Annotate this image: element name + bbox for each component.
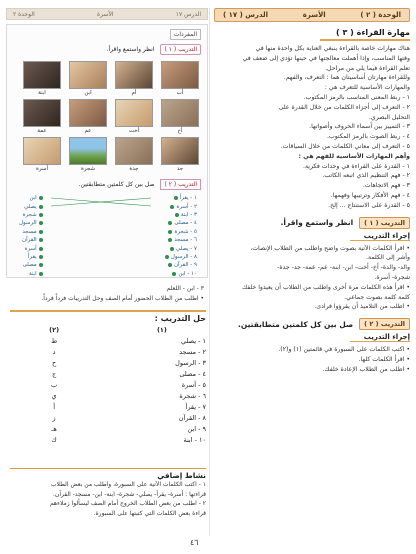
match-lines [47,194,157,280]
photo-caption: شجرة [80,166,96,172]
match-item: مسجد [19,228,43,236]
vocab-row [7,25,207,44]
right-column [214,8,410,536]
match-list-left [19,194,43,278]
step-line: • اقرأ الكلمات كلها. [358,355,410,363]
solution-item: ٨ - القرآن [178,414,206,422]
left-header-lesson: الدرس ١٧ [175,10,201,18]
photo-caption: ابن [84,90,92,96]
solution-item: ٧ - يقرأ [185,403,206,411]
extra-activity [10,468,206,518]
paragraph-line: ٣ - فهم الاتجاهات. [362,182,410,190]
solution-item: أ [53,403,55,411]
photo-item [69,99,107,134]
paragraph-line: ١ - ربط المعنى المناسب بالرمز المكتوب. [303,93,410,101]
note-line: ٣ - ابن - اللعلم [166,285,204,292]
step-line: شجرة- أسرة. [374,273,410,281]
solution-column-1 [118,325,206,446]
paragraph-line: ٣ - التمييز بين أسماء الحروف وأصواتها. [309,123,410,131]
bullet-dot-icon [174,196,178,200]
match-item: يقرأ [19,253,43,261]
bullet-dot-icon [172,272,176,276]
bullet-dot-icon [39,230,43,234]
bullet-dot-icon [39,221,43,225]
match-item: ٣ - ابنة [165,211,197,219]
person-photo [115,61,153,89]
paragraph-line: وأهم المهارات الأساسية للفهم هي : [298,152,410,160]
match-item: القرآن [19,236,43,244]
bullet-dot-icon [165,255,169,259]
photo-item [23,137,61,172]
step-line: والد- والدة- أخ- أخت- ابن- ابنة- عم- عمة- جد- جدة- [277,264,410,272]
paragraph-line: التحليل البصري. [368,113,410,121]
step-line: • اطلب من الطلاب الإعادة خلفك. [322,365,410,373]
student-book-panel [6,24,208,278]
solution-item: ٥ - أسرة [181,381,206,389]
extra-line: ١ - اكتب الكلمات الآتية على السبورة، واطلب من بعض الطلاب [50,481,206,488]
paragraph-line: والمهارات الأساسية للتعرف هي : [324,84,410,92]
family-photo [23,137,61,165]
photo-caption: أخ [177,128,183,134]
solution-item: ٦ - شجرة [179,392,206,400]
column-divider [209,8,210,536]
exercise-2-tag: التدريب ( ٢ ) [160,179,201,190]
paragraph-line: وقتها المناسب، وإذا أهملت معالجتها في حينها تؤدي إلى ضعف في [242,54,410,62]
match-item: ٥ - شجرة [165,228,197,236]
solution-box [10,310,206,446]
exercise-1-row [7,44,207,55]
exercise-1-tag: التدريب ( ١ ) [160,44,201,55]
paragraph-line: وللقراءة مهارتان أساسيتان هما : التعرف، والفهم. [283,74,410,82]
photo-item [23,99,61,134]
exercise-1-text: انظر واستمع واقرأ. [106,46,155,53]
solution-col2-head: (٢) [49,326,60,334]
photo-caption: أب [176,90,184,96]
bullet-dot-icon [39,205,43,209]
unit-header-bar [214,8,410,22]
procedure-heading: إجراء التدريب [350,232,410,241]
solution-item: ١ - يصلي [181,337,206,345]
photo-caption: عمة [37,128,47,134]
photo-caption: أخت [128,128,140,134]
match-item: الرسول [19,219,43,227]
paragraph-line: ٥ - القدرة على الاستنتاج ... إلخ. [328,201,410,209]
bullet-dot-icon [39,238,43,242]
step-line: • اقرأ الكلمات الآتية بصوت واضح واطلب من الطلاب الإنصات، [250,244,410,252]
match-item: ٦ - مسجد [165,236,197,244]
person-photo [69,99,107,127]
skill-text [214,44,410,211]
photo-item [161,99,199,134]
person-photo [23,99,61,127]
step-line: وأشر إلى الكلمة. [366,254,410,262]
paragraph-line: تعلم القراءة فيما يلي من مراحل. [325,64,410,72]
bullet-dot-icon [39,255,43,259]
note-line: • اطلب من الطلاب الحضور أمام الصف وحل التدريبات فرداً فرداً. [41,295,204,302]
person-photo [115,137,153,165]
step-line: • اطلب من التلاميذ أن يقرؤوا فرادى. [314,303,410,311]
photo-caption: عم [84,128,92,134]
photo-item [115,99,153,134]
lesson-label: الدرس ( ١٧ ) [223,11,269,19]
family-label: الأسرة [302,11,326,19]
matching-exercise [7,194,207,282]
solution-columns [10,325,206,446]
exercise-2-row [7,179,207,190]
unit-label: الوحدة ( ٢ ) [360,11,401,19]
bullet-dot-icon [39,213,43,217]
bullet-dot-icon [168,263,172,267]
exercise-2-header [214,318,410,330]
solution-item: د [52,348,56,356]
match-item: ٧ - يصلي [165,244,197,252]
tree-photo [69,137,107,165]
skill-title: مهارة القراءة ( ٣ ) [320,28,410,41]
bullet-dot-icon [168,230,172,234]
bullet-dot-icon [175,213,179,217]
bullet-dot-icon [168,221,172,225]
photo-item [161,137,199,172]
match-item: ٢ - أسرة [165,202,197,210]
bullet-dot-icon [39,196,43,200]
solution-item: ك [51,436,57,444]
bullet-dot-icon [39,263,43,267]
solution-item: ي [51,392,57,400]
photo-item [115,137,153,172]
extra-activity-title: نشاط إضافي [157,471,206,480]
solution-item: ب [51,381,58,389]
match-item: ابنة [19,270,43,278]
bullet-dot-icon [39,247,43,251]
bullet-dot-icon [170,247,174,251]
photo-caption: جد [176,166,184,172]
solution-item: ز [52,414,56,422]
left-header-unit: الوحدة ٢ [13,10,35,18]
exercise-2-title: صل بين كل كلمتين متطابقتين. [238,319,354,329]
match-item: ٨ - الرسول [165,253,197,261]
photo-item [69,61,107,96]
vocab-tag: المفردات [170,29,201,40]
step-line: • اقرأ هذه الكلمات مرة أخرى واطلب من الطلاب أن يعيدوا خلفك [242,283,410,291]
match-item: ابن [19,194,43,202]
person-photo [115,99,153,127]
photo-caption: ابنة [38,90,46,96]
paragraph-line: ١ - القدرة على القراءة في وحدات فكرية. [303,162,410,170]
paragraph-line: ٤ - فهم الأفكار وترتيبها وفهمها. [330,191,410,199]
exercise-1-badge: التدريب ( ١ ) [359,217,410,229]
match-item: أسرة [19,244,43,252]
match-list-right [165,194,197,278]
exercise-2-text: صل بين كل كلمتين متطابقتين. [78,181,155,188]
match-item: ١ - يقرأ [165,194,197,202]
extra-line: قراءة بعض الكلمات التي كتبتها على السبورة. [93,509,206,517]
solution-item: ١٠ - ابنة [183,436,206,444]
photo-item [161,61,199,96]
solution-item: ٩ - ابن [187,425,206,433]
solution-item: هـ [51,425,57,433]
left-column [6,8,208,536]
page-number: ٤٦ [190,538,199,547]
extra-line: ٢ - اطلب من بعض الطلاب الخروج أمام الصف ليسألوا زملاءهم [50,500,206,507]
paragraph-line: ٥ - التعرف إلى معاني الكلمات من خلال السياقات. [280,142,410,150]
person-photo [161,137,199,165]
person-photo [23,61,61,89]
match-item: مصلى [19,261,43,269]
photo-caption: أم [131,90,137,96]
procedure-heading: إجراء التدريب [350,333,410,342]
paragraph-line: ٢ - التعرف إلى أجزاء الكلمات من خلال القدرة على [278,103,410,111]
photo-item [69,137,107,172]
match-item: ٤ - مصلى [165,219,197,227]
extra-line: قراءتها : أسرة- يقرأ- يصلي- شجرة- ابنة- ابن- مسجد- القرآن. [53,490,206,498]
exercise-1-steps [214,244,410,313]
bullet-dot-icon [168,238,172,242]
match-item: شجرة [19,211,43,219]
match-item: ٩ - القرآن [165,261,197,269]
left-notes [6,284,208,304]
bullet-dot-icon [170,205,174,209]
solution-item: ج [51,370,57,378]
solution-title: حل التدريب : [154,314,206,323]
step-line: • اكتب الكلمات على السبورة في قائمتين (١) و(٢). [278,346,410,354]
exercise-2-steps [214,345,410,374]
photo-grid [7,55,207,172]
solution-item: ٤ - مصلى [179,370,206,378]
solution-item: ٣ - الرسول [175,359,206,367]
exercise-1-title: انظر واستمع واقرأ. [280,218,354,228]
match-item: ١٠ - ابن [165,270,197,278]
solution-item: ح [51,359,57,367]
solution-item: ٢ - مسجد [179,348,206,356]
step-line: كلمة كلمة بصوت جماعي. [344,293,410,301]
left-header-family: الأسرة [96,10,114,18]
person-photo [161,61,199,89]
paragraph-line: ٢ - فهم التنظيم الذي اتبعه الكاتب. [322,172,410,180]
solution-column-2 [10,325,98,446]
match-item: يصلي [19,202,43,210]
solution-col1-head: (١) [156,326,167,334]
exercise-1-header [214,217,410,229]
photo-item [23,61,61,96]
photo-caption: جدة [129,166,139,172]
photo-item [115,61,153,96]
left-header [6,8,208,20]
paragraph-line: هناك مهارات خاصة بالقراءة ينبغي العناية بكل واحدة منها في [255,45,410,52]
person-photo [161,99,199,127]
paragraph-line: ٤ - ربط الصوت بالرمز المكتوب. [326,133,410,141]
bullet-dot-icon [39,272,43,276]
solution-item: ط [51,337,58,345]
exercise-2-badge: التدريب ( ٢ ) [359,318,410,330]
photo-caption: أسرة [35,166,49,172]
person-photo [69,61,107,89]
